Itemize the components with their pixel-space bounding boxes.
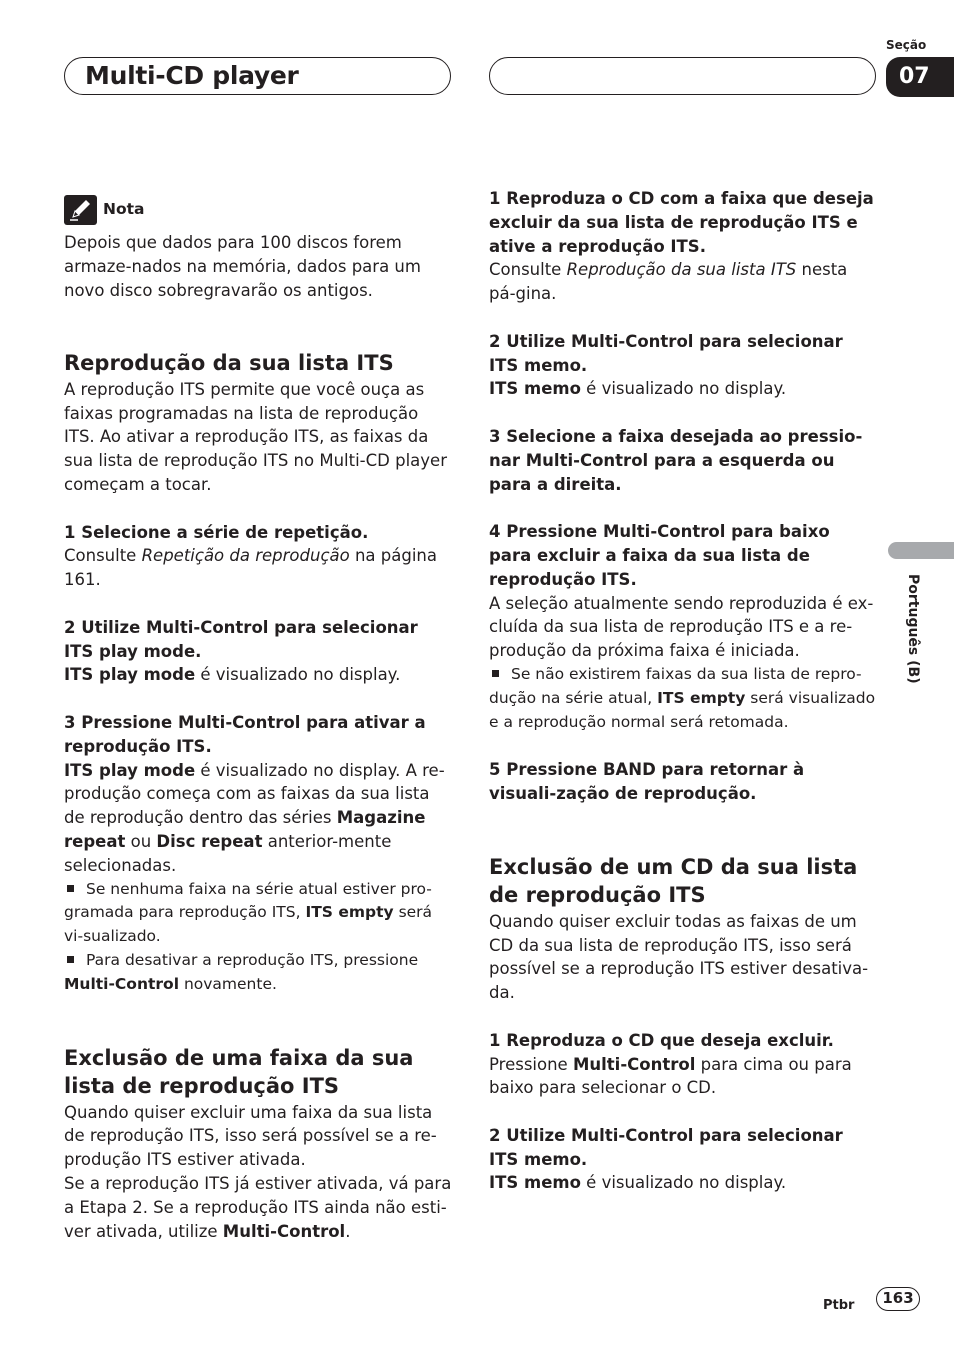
step-heading: 2 Utilize Multi-Control para selecionar ITS memo. xyxy=(489,331,843,375)
step-heading: 5 Pressione BAND para retornar à visuali-zação de reprodução. xyxy=(489,760,805,803)
right-column xyxy=(489,187,877,1195)
section-heading-delete-cd: Exclusão de um CD da sua lista de reprodução ITS xyxy=(489,854,858,908)
bullet-note: Se nenhuma faixa na série atual estiver pro-gramada para reprodução ITS, ITS empty será vi-sualizado. xyxy=(64,879,433,946)
step-body: Consulte Repetição da reprodução na página 161. xyxy=(64,546,438,590)
section-number-badge: 07 xyxy=(886,57,954,97)
step-body: A seleção atualmente sendo reproduzida é ex-cluída da sua lista de reprodução ITS e a re-produção da próxima faixa é iniciada. xyxy=(489,593,874,661)
section-heading-its-playback: Reprodução da sua lista ITS xyxy=(64,351,394,376)
delete-track-instructions: Se a reprodução ITS já estiver ativada, vá para a Etapa 2. Se a reprodução ITS ainda não esti-ver ativada, utilize Multi-Control. xyxy=(64,1174,452,1241)
bullet-note: Se não existirem faixas da sua lista de repro-dução na série atual, ITS empty será visualizado e a reprodução normal será retomada. xyxy=(489,664,876,731)
page-title: Multi-CD player xyxy=(85,61,299,90)
step-body: Pressione Multi-Control para cima ou para baixo para selecionar o CD. xyxy=(489,1054,852,1098)
step-body: ITS play mode é visualizado no display. A re-produção começa com as faixas da sua lista de reprodução dentro das séries Magazine repeat ou Disc repeat anterior-mente selecionadas. xyxy=(64,760,445,875)
step-heading: 3 Selecione a faixa desejada ao pressio-nar Multi-Control para a esquerda ou para a direita. xyxy=(489,426,863,494)
note-label: Nota xyxy=(103,200,145,219)
step-heading: 1 Selecione a série de repetição. xyxy=(64,522,369,542)
step-body: ITS memo é visualizado no display. xyxy=(489,379,787,399)
footer-language-code: Ptbr xyxy=(823,1298,855,1313)
section-label: Seção xyxy=(886,38,927,52)
step-heading: 2 Utilize Multi-Control para selecionar ITS play mode. xyxy=(64,617,418,661)
step-body: ITS play mode é visualizado no display. xyxy=(64,665,401,685)
delete-track-intro: Quando quiser excluir uma faixa da sua lista de reprodução ITS, isso será possível se a re-produção ITS estiver ativada. xyxy=(64,1102,437,1170)
section-heading-delete-track: Exclusão de uma faixa da sua lista de reprodução ITS xyxy=(64,1045,414,1099)
step-heading: 1 Reproduza o CD que deseja excluir. xyxy=(489,1030,834,1050)
step-body: ITS memo é visualizado no display. xyxy=(489,1173,787,1193)
left-column xyxy=(64,195,452,1243)
its-playback-intro: A reprodução ITS permite que você ouça as faixas programadas na lista de reprodução ITS. Ao ativar a reprodução ITS, as faixas da sua lista de reprodução ITS no Multi-CD player começam a tocar. xyxy=(64,379,447,495)
step-body: Consulte Reprodução da sua lista ITS nesta pá-gina. xyxy=(489,260,848,304)
note-text: Depois que dados para 100 discos forem armaze-nados na memória, dados para um novo disco sobregravarão os antigos. xyxy=(64,233,421,300)
step-heading: 3 Pressione Multi-Control para ativar a reprodução ITS. xyxy=(64,713,426,756)
bullet-square-icon xyxy=(67,885,74,892)
bullet-square-icon xyxy=(67,956,74,963)
delete-cd-intro: Quando quiser excluir todas as faixas de um CD da sua lista de reprodução ITS, isso será possível se a reprodução ITS estiver desativa-da. xyxy=(489,911,869,1003)
language-tab-marker xyxy=(888,542,954,559)
header-title-frame xyxy=(64,57,451,95)
page-number: 163 xyxy=(876,1287,920,1311)
pencil-note-icon xyxy=(64,195,97,225)
step-heading: 4 Pressione Multi-Control para baixo para excluir a faixa da sua lista de reprodução ITS. xyxy=(489,522,830,589)
step-heading: 2 Utilize Multi-Control para selecionar ITS memo. xyxy=(489,1125,843,1169)
bullet-square-icon xyxy=(492,670,499,677)
bullet-note: Para desativar a reprodução ITS, pressione Multi-Control novamente. xyxy=(64,951,419,993)
note-header xyxy=(64,195,452,225)
header-blank-frame xyxy=(489,57,876,95)
language-tab-label: Português (B) xyxy=(905,574,921,684)
step-heading: 1 Reproduza o CD com a faixa que deseja excluir da sua lista de reprodução ITS e ative a reprodução ITS. xyxy=(489,189,874,256)
